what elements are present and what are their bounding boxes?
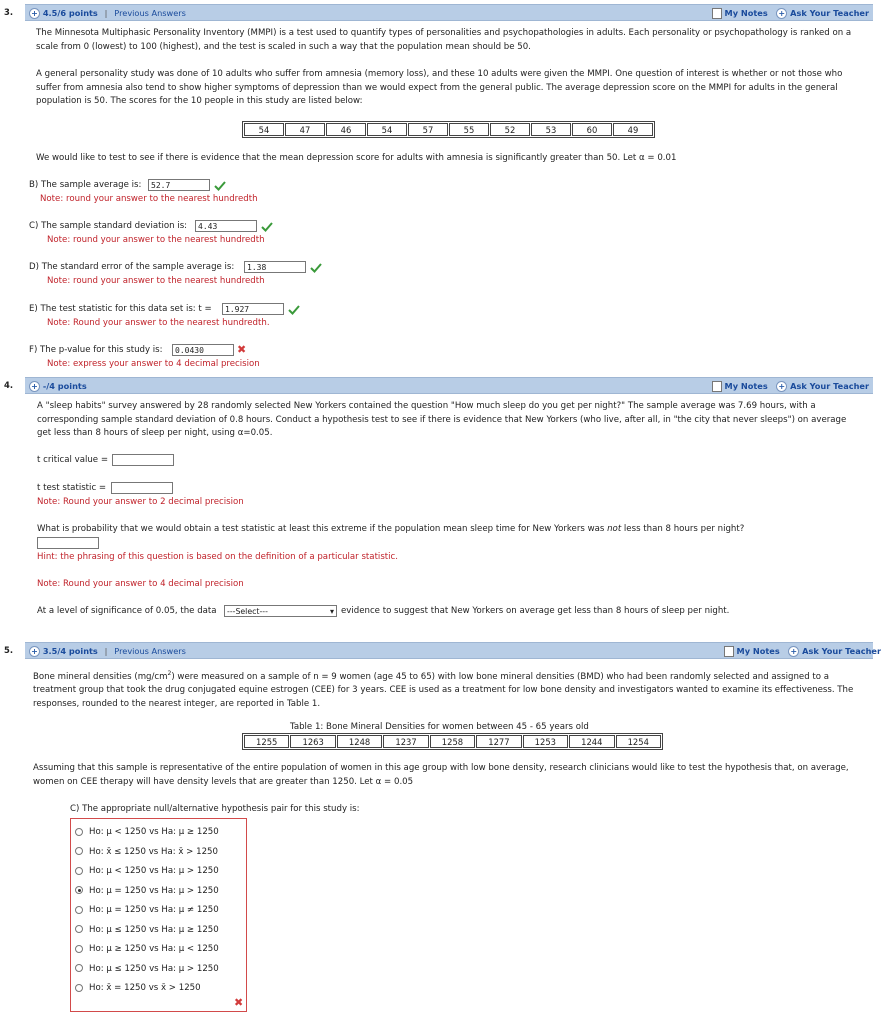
density-cell: 1237 [383, 735, 428, 748]
score-cell: 46 [326, 123, 366, 136]
points-label: 3.5/4 points [42, 646, 98, 656]
option-label: Ho: μ < 1250 vs Ha: μ ≥ 1250 [89, 827, 219, 837]
option-label: Ho: μ = 1250 vs Ha: μ ≠ 1250 [89, 905, 219, 915]
ask-teacher-plus-icon[interactable]: + [788, 646, 799, 657]
part-c-label: C) The sample standard deviation is: [29, 221, 188, 231]
correct-check-icon [310, 263, 322, 273]
score-cell: 49 [613, 123, 653, 136]
separator: | [104, 8, 108, 18]
part-e-label: E) The test statistic for this data set is: t = [29, 304, 212, 314]
my-notes-link[interactable]: My Notes [724, 8, 768, 18]
hypothesis-option[interactable] [75, 979, 219, 999]
probability-question-text-end: less than 8 hours per night? [621, 524, 745, 534]
standard-error-input[interactable]: 1.38 [244, 261, 306, 273]
part-b-note: Note: round your answer to the nearest hundredth [40, 194, 258, 204]
q5-intro-end: ) were measured on a sample of n = 9 women (age 45 to 65) with low bone mineral densities (BMD) who had been randomly selected and assigned to a treatment group that took the drug conjugated equine estrogen (CEE) for 3 years. CEE is used as a treatment for low bone density and investigators wanted to examine its effectiveness. The responses, rounded to the nearest integer, are reported in Table 1. [33, 671, 854, 709]
density-cell: 1254 [616, 735, 662, 748]
radio-button[interactable] [75, 828, 83, 836]
density-cell: 1258 [430, 735, 475, 748]
hypothesis-option[interactable] [75, 901, 219, 921]
radio-button[interactable] [75, 847, 83, 855]
t-critical-label: t critical value = [37, 455, 109, 465]
sample-sd-input[interactable]: 4.43 [195, 220, 257, 232]
part-d-label: D) The standard error of the sample average is: [29, 262, 235, 272]
question-3-header-bar [25, 4, 873, 21]
notes-icon[interactable] [712, 381, 722, 392]
q4-intro: A "sleep habits" survey answered by 28 randomly selected New Yorkers contained the question "How much sleep do you get per night?" The sample average was 7.69 hours, with a corresponding sample standard deviation of 0.8 hours. Conduct a hypothesis test to see if there is evidence that New Yorkers (who live, after all, in "the city that never sleeps") on average get less than 8 hours of sleep per night, using α=0.05. [37, 401, 847, 438]
q5-intro [33, 667, 867, 711]
ask-teacher-link[interactable]: Ask Your Teacher [790, 8, 869, 18]
option-label: Ho: x̄ = 1250 vs x̄ > 1250 [89, 983, 201, 993]
densities-table [242, 733, 663, 750]
points-display [29, 8, 186, 19]
score-cell: 57 [408, 123, 448, 136]
significance-text-start: At a level of significance of 0.05, the data [37, 606, 217, 616]
hypothesis-option[interactable] [75, 882, 219, 902]
question-5-header [0, 642, 881, 659]
ask-teacher-plus-icon[interactable]: + [776, 381, 787, 392]
q5-intro-superscript: 2 [167, 670, 172, 677]
points-display [29, 646, 186, 657]
radio-button[interactable] [75, 984, 83, 992]
radio-button[interactable] [75, 964, 83, 972]
expand-plus-icon[interactable]: + [29, 381, 40, 392]
incorrect-x-icon: ✖ [234, 996, 244, 1009]
t-statistic-input[interactable] [111, 482, 173, 494]
density-cell: 1244 [569, 735, 614, 748]
q5-assumption: Assuming that this sample is representative of the entire population of women in this age group with low bone density, research clinicians would like to test the hypothesis that, on average, women on CEE therapy will have density levels that are greater than 1250. Let α = 0.05 [33, 763, 849, 787]
score-cell: 60 [572, 123, 612, 136]
density-cell: 1248 [337, 735, 382, 748]
option-label: Ho: μ ≤ 1250 vs Ha: μ ≥ 1250 [89, 924, 219, 935]
option-label: Ho: μ < 1250 vs Ha: μ > 1250 [89, 866, 219, 876]
correct-check-icon [261, 222, 273, 232]
density-cell: 1263 [290, 735, 335, 748]
hypothesis-option[interactable] [75, 940, 219, 960]
q3-study: A general personality study was done of 10 adults who suffer from amnesia (memory loss), and these 10 adults were given the MMPI. One question of interest is whether or not those who suffer from amnesia also tend to show higher symptoms of depression than we would expect from the general public. The average depression score on the MMPI for adults in the general population is 50. The scores for the 10 people in this study are listed below: [36, 69, 843, 106]
t-statistic-label: t test statistic = [37, 483, 107, 493]
radio-button[interactable] [75, 867, 83, 875]
header-links [712, 381, 869, 392]
t-statistic-note: Note: Round your answer to 2 decimal precision [37, 497, 244, 507]
probability-hint: Hint: the phrasing of this question is based on the definition of a particular statistic. [37, 552, 399, 562]
significance-text-end: evidence to suggest that New Yorkers on average get less than 8 hours of sleep per night. [341, 606, 730, 616]
chevron-down-icon: ▾ [329, 607, 334, 616]
score-cell: 52 [490, 123, 530, 136]
radio-button[interactable] [75, 906, 83, 914]
previous-answers-link[interactable]: Previous Answers [114, 8, 186, 18]
evidence-select[interactable] [224, 605, 337, 617]
question-number: 5. [4, 645, 14, 655]
q3-intro: The Minnesota Multiphasic Personality Inventory (MMPI) is a test used to quantify types of personalities and psychopathologies in adults. Each personality or psychopathology is ranked on a scale from 0 (lowest) to 100 (highest), and the test is scaled in such a way that the population mean should be 50. [36, 28, 852, 52]
scores-table [242, 121, 655, 138]
q3-test-text: We would like to test to see if there is evidence that the mean depression score for adults with amnesia is significantly greater than 50. Let α = 0.01 [36, 153, 677, 163]
probability-question-emphasis: not [607, 524, 622, 534]
option-label: Ho: μ = 1250 vs Ha: μ > 1250 [89, 885, 219, 896]
q5-intro-start: Bone mineral densities (mg/cm [33, 671, 168, 682]
option-label: Ho: μ ≤ 1250 vs Ha: μ > 1250 [89, 963, 219, 974]
question-3-header [0, 4, 873, 21]
points-display [29, 381, 87, 392]
points-label: 4.5/6 points [42, 8, 98, 18]
incorrect-x-icon: ✖ [237, 343, 247, 356]
question-4-header-bar [25, 377, 873, 394]
ask-teacher-plus-icon[interactable]: + [776, 8, 787, 19]
correct-check-icon [214, 181, 226, 191]
ask-teacher-link[interactable]: Ask Your Teacher [802, 646, 881, 656]
hypothesis-option[interactable] [75, 960, 219, 980]
part-c-hypothesis-label: C) The appropriate null/alternative hypothesis pair for this study is: [70, 804, 360, 814]
hypothesis-option[interactable] [75, 823, 219, 843]
table-caption: Table 1: Bone Mineral Densities for women between 45 - 65 years old [290, 722, 589, 732]
my-notes-link[interactable]: My Notes [724, 381, 768, 391]
header-links [712, 8, 869, 19]
part-e-note: Note: Round your answer to the nearest hundredth. [47, 318, 270, 328]
option-label: Ho: x̄ ≤ 1250 vs Ha: x̄ > 1250 [89, 846, 218, 857]
header-links [724, 646, 881, 657]
part-c-note: Note: round your answer to the nearest hundredth [47, 235, 265, 245]
t-critical-input[interactable] [112, 454, 174, 466]
question-number: 4. [4, 380, 14, 390]
hypothesis-option[interactable] [75, 921, 219, 941]
separator: | [104, 646, 108, 656]
ask-teacher-link[interactable]: Ask Your Teacher [790, 381, 869, 391]
sample-average-input[interactable]: 52.7 [148, 179, 210, 191]
previous-answers-link[interactable]: Previous Answers [114, 646, 186, 656]
density-cell: 1255 [244, 735, 289, 748]
density-cell: 1253 [523, 735, 568, 748]
score-cell: 53 [531, 123, 571, 136]
test-statistic-input[interactable]: 1.927 [222, 303, 284, 315]
score-cell: 54 [244, 123, 284, 136]
p-value-input[interactable]: 0.0430 [172, 344, 234, 356]
notes-icon[interactable] [724, 646, 734, 657]
hypothesis-option[interactable] [75, 862, 219, 882]
notes-icon[interactable] [712, 8, 722, 19]
points-label: -/4 points [42, 381, 87, 391]
correct-check-icon [288, 305, 300, 315]
probability-input[interactable] [37, 537, 99, 549]
question-4-header [0, 377, 873, 394]
density-cell: 1277 [476, 735, 521, 748]
hypothesis-options-box [70, 818, 247, 1012]
expand-plus-icon[interactable]: + [29, 646, 40, 657]
part-f-label: F) The p-value for this study is: [29, 345, 163, 355]
radio-button-selected[interactable] [75, 886, 83, 894]
expand-plus-icon[interactable]: + [29, 8, 40, 19]
question-number: 3. [4, 7, 14, 17]
part-d-note: Note: round your answer to the nearest hundredth [47, 276, 265, 286]
part-f-note: Note: express your answer to 4 decimal precision [47, 359, 260, 369]
hypothesis-options [75, 823, 219, 999]
evidence-select-value: ---Select--- [227, 607, 268, 616]
question-5-header-bar [25, 642, 881, 659]
score-cell: 55 [449, 123, 489, 136]
score-cell: 54 [367, 123, 407, 136]
radio-button[interactable] [75, 945, 83, 953]
hypothesis-option[interactable] [75, 843, 219, 863]
probability-question [37, 523, 859, 537]
my-notes-link[interactable]: My Notes [736, 646, 780, 656]
probability-question-text: What is probability that we would obtain a test statistic at least this extreme if the population mean sleep time for New Yorkers was [37, 524, 608, 534]
option-label: Ho: μ ≥ 1250 vs Ha: μ < 1250 [89, 944, 219, 954]
part-b-label: B) The sample average is: [29, 180, 142, 190]
score-cell: 47 [285, 123, 325, 136]
probability-note: Note: Round your answer to 4 decimal precision [37, 579, 244, 589]
radio-button[interactable] [75, 925, 83, 933]
